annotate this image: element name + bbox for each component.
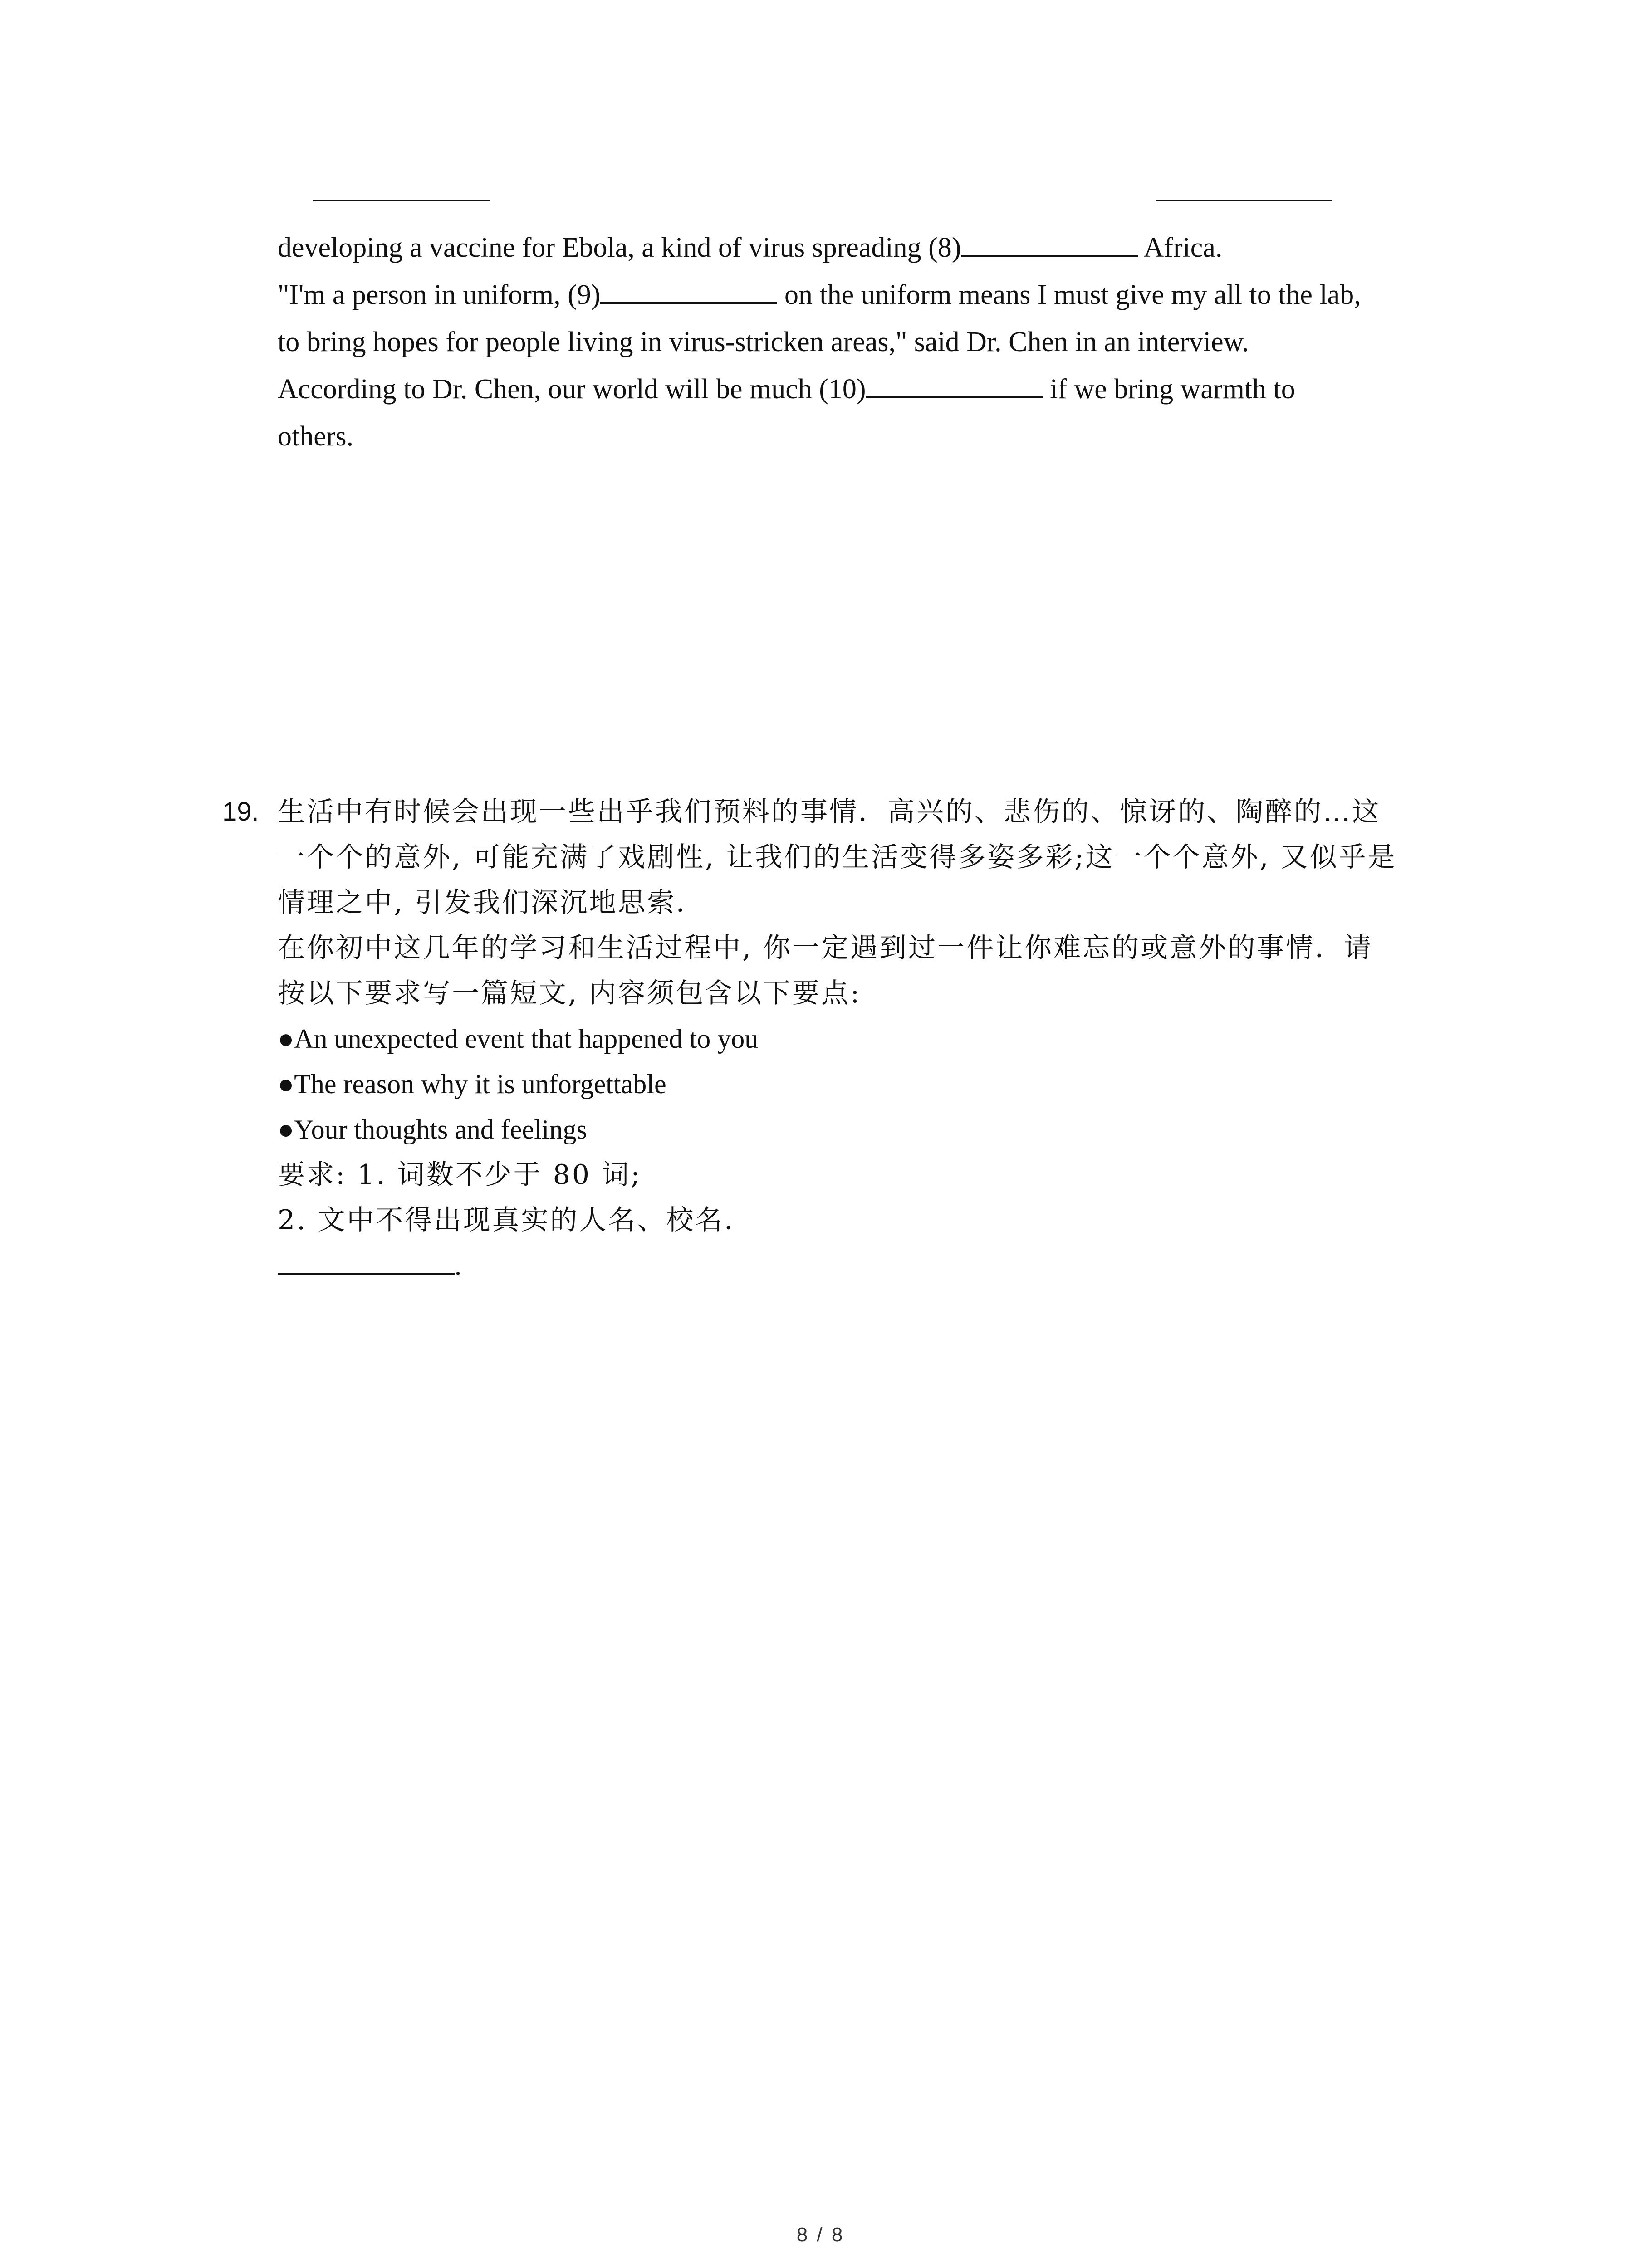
answer-blank-8[interactable] xyxy=(961,230,1138,257)
requirement-line: 2. 文中不得出现真实的人名、校名． xyxy=(278,1204,754,1236)
answer-blank[interactable] xyxy=(1156,200,1332,201)
passage-text-segment: "I'm a person in uniform, (9) xyxy=(278,279,601,310)
prompt-line: 一个个的意外, 可能充满了戏剧性, 让我们的生活变得多姿多彩;这一个个意外, 又似乎是 xyxy=(278,841,1397,873)
prompt-line: 情理之中, 引发我们深沉地思索． xyxy=(278,887,705,919)
key-point: ●Your thoughts and feelings xyxy=(278,1114,587,1144)
passage-text-segment: developing a vaccine for Ebola, a kind of virus spreading (8) xyxy=(278,232,961,263)
passage-text-segment: on the uniform means I must give my all to the lab, xyxy=(777,279,1361,310)
prompt-line: 在你初中这几年的学习和生活过程中, 你一定遇到过一件让你难忘的或意外的事情．请 xyxy=(278,932,1373,964)
passage-text-segment: if we bring warmth to xyxy=(1043,374,1295,405)
key-point: ●An unexpected event that happened to you xyxy=(278,1024,759,1054)
answer-blank-10[interactable] xyxy=(866,371,1043,398)
page-number: 8 / 8 xyxy=(796,2224,845,2246)
passage-text xyxy=(278,224,1503,460)
passage-line xyxy=(278,366,1503,413)
question-body xyxy=(278,789,1502,1288)
passage-line xyxy=(278,224,1503,271)
question-number: 19. xyxy=(222,797,259,826)
question-19 xyxy=(222,789,1502,1288)
requirement-line: 要求: 1. 词数不少于 80 词; xyxy=(278,1159,642,1191)
passage-line: others. xyxy=(278,421,354,452)
prompt-line: 生活中有时候会出现一些出乎我们预料的事情．高兴的、悲伤的、惊讶的、陶醉的…这 xyxy=(278,796,1381,828)
key-point: ●The reason why it is unforgettable xyxy=(278,1069,666,1099)
passage-line: to bring hopes for people living in virus-stricken areas," said Dr. Chen in an interview. xyxy=(278,327,1249,357)
passage-line xyxy=(278,271,1503,318)
answer-blank[interactable] xyxy=(313,200,490,201)
answer-end-period: . xyxy=(455,1251,461,1281)
clipped-blank-row xyxy=(0,200,1641,218)
passage-text-segment: According to Dr. Chen, our world will be much (10) xyxy=(278,374,866,405)
essay-answer-blank[interactable] xyxy=(278,1248,455,1275)
question-prompt-row xyxy=(222,789,1502,1288)
answer-line xyxy=(278,1243,1502,1288)
prompt-line: 按以下要求写一篇短文, 内容须包含以下要点: xyxy=(278,978,862,1009)
answer-blank-9[interactable] xyxy=(600,277,777,304)
passage-text-segment: Africa. xyxy=(1138,232,1223,263)
